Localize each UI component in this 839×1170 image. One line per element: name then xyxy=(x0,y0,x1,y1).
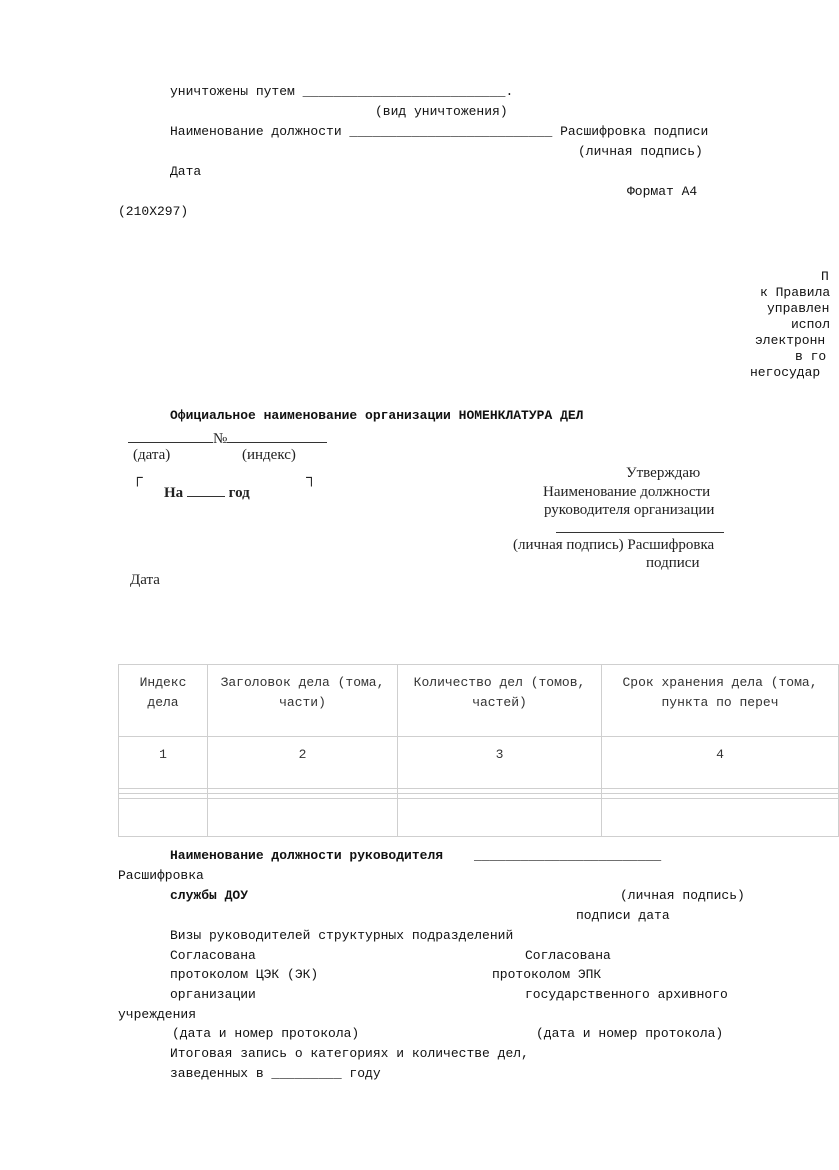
destruction-method-caption: (вид уничтожения) xyxy=(375,104,508,119)
appendix-line: П xyxy=(821,269,829,284)
approve-position-line1: Наименование должности xyxy=(543,484,711,500)
appendix-line: управлен xyxy=(767,301,830,316)
date-caption: (дата) xyxy=(133,447,171,463)
corner-bracket-left: ┌ xyxy=(132,470,143,486)
protocol-right: протоколом ЭПК xyxy=(492,967,602,982)
table-header-row xyxy=(119,665,839,737)
date-number-line: № xyxy=(128,428,327,447)
table-number-row xyxy=(119,737,839,789)
approve-signature-line xyxy=(556,532,724,533)
agreed-right: Согласована xyxy=(525,948,611,963)
appendix-line: испол xyxy=(791,317,831,332)
nomenclature-table xyxy=(118,664,839,837)
approve-sign-caption2: подписи xyxy=(646,555,700,571)
approve-label: Утверждаю xyxy=(626,465,701,481)
destruction-method-line: уничтожены путем __________________________. xyxy=(170,84,514,99)
corner-bracket-right: ┐ xyxy=(306,470,317,486)
column-header: Заголовок дела (тома, части) xyxy=(208,665,398,737)
document-title: Официальное наименование организации НОМЕНКЛАТУРА ДЕЛ xyxy=(170,408,584,423)
personal-signature-caption: (личная подпись) xyxy=(578,144,703,159)
organization-left: организации xyxy=(170,987,256,1002)
appendix-line: к Правила xyxy=(760,285,831,300)
protocol-left: протоколом ЦЭК (ЭК) xyxy=(170,967,319,982)
format-label: Формат А4 xyxy=(627,184,698,199)
approve-sign-caption: (личная подпись) Расшифровка xyxy=(513,537,715,553)
institution-label: учреждения xyxy=(118,1007,197,1022)
summary-label: Итоговая запись о категориях и количестве дел, xyxy=(170,1046,529,1061)
position-signature-line: Наименование должности __________________________ Расшифровка подписи xyxy=(170,124,709,139)
protocol-caption-left: (дата и номер протокола) xyxy=(172,1026,360,1041)
service-label: службы ДОУ xyxy=(170,888,249,903)
format-size: (210X297) xyxy=(118,204,189,219)
column-header: Количество дел (томов, частей) xyxy=(398,665,602,737)
index-caption: (индекс) xyxy=(242,447,296,463)
decode-label: Расшифровка xyxy=(118,868,204,883)
scan-date-label: Дата xyxy=(130,572,160,588)
column-number: 4 xyxy=(602,737,839,789)
opened-year-line: заведенных в _________ году xyxy=(170,1066,381,1081)
head-position-label: Наименование должности руководителя xyxy=(170,848,444,863)
column-number: 1 xyxy=(119,737,208,789)
agreed-left: Согласована xyxy=(170,948,256,963)
date-label: Дата xyxy=(170,164,202,179)
year-line: На год xyxy=(164,485,250,501)
visas-label: Визы руководителей структурных подразделений xyxy=(170,928,514,943)
personal-sign-caption: (личная подпись) xyxy=(620,888,745,903)
column-number: 3 xyxy=(398,737,602,789)
approve-position-line2: руководителя организации xyxy=(544,502,715,518)
column-header: Срок хранения дела (тома, пункта по переч xyxy=(602,665,839,737)
column-header: Индекс дела xyxy=(119,665,208,737)
sign-date-caption: подписи дата xyxy=(576,908,670,923)
column-number: 2 xyxy=(208,737,398,789)
head-signature-line: ________________________ xyxy=(474,848,662,863)
appendix-line: в го xyxy=(795,349,827,364)
protocol-caption-right: (дата и номер протокола) xyxy=(536,1026,724,1041)
appendix-line: негосудар xyxy=(750,365,821,380)
appendix-line: электронн xyxy=(755,333,826,348)
table-row xyxy=(119,799,839,837)
organization-right: государственного архивного xyxy=(525,987,728,1002)
